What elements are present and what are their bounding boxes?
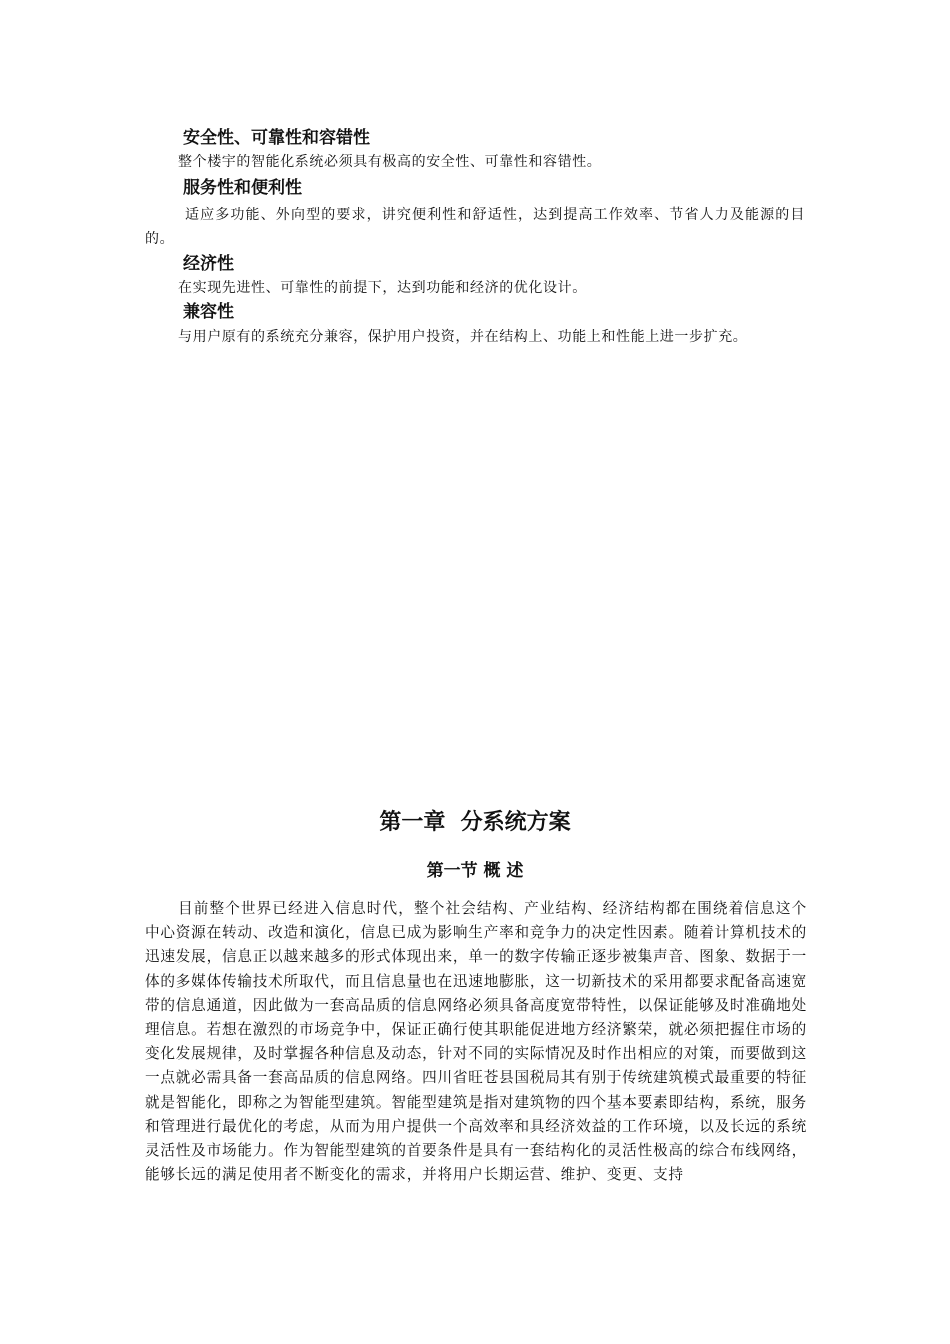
overview-body-paragraph: 目前整个世界已经进入信息时代，整个社会结构、产业结构、经济结构都在围绕着信息这个中心资源在转动、改造和演化，信息已成为影响生产率和竞争力的决定性因素。随着计算机技术的迅速发展，信息正以越来越多的形式体现出来，单一的数字传输正逐步被集声音、图象、数据于一体的多媒体传输技术所取代，而且信息量也在迅速地膨胀，这一切新技术的采用都要求配备高速宽带的信息通道，因此做为一套高品质的信息网络必须具备高度宽带特性，以保证能够及时准确地处理信息。若想在激烈的市场竞争中，保证正确行使其职能促进地方经济繁荣，就必须把握住市场的变化发展规律，及时掌握各种信息及动态，针对不同的实际情况及时作出相应的对策，而要做到这一点就必需具备一套高品质的信息网络。四川省旺苍县国税局其有别于传统建筑模式最重要的特征就是智能化，即称之为智能型建筑。智能型建筑是指对建筑物的四个基本要素即结构，系统，服务和管理进行最优化的考虑，从而为用户提供一个高效率和具经济效益的工作环境，以及长远的系统灵活性及市场能力。作为智能型建筑的首要条件是具有一套结构化的灵活性极高的综合布线网络，能够长远的满足使用者不断变化的需求，并将用户长期运营、维护、变更、支持 bbox=[145, 900, 807, 1184]
heading-compatibility: 兼容性 bbox=[183, 302, 234, 322]
section-title: 第一节 概 述 bbox=[426, 861, 524, 881]
paragraph-safety-reliability: 整个楼宇的智能化系统必须具有极高的安全性、可靠性和容错性。 bbox=[178, 154, 602, 170]
heading-safety-reliability: 安全性、可靠性和容错性 bbox=[183, 128, 370, 148]
paragraph-service-convenience: 适应多功能、外向型的要求，讲究便利性和舒适性，达到提高工作效率、节省人力及能源的目的。 bbox=[145, 207, 805, 247]
heading-economy: 经济性 bbox=[183, 254, 234, 274]
heading-service-convenience: 服务性和便利性 bbox=[183, 178, 302, 198]
paragraph-economy: 在实现先进性、可靠性的前提下，达到功能和经济的优化设计。 bbox=[178, 280, 587, 296]
paragraph-compatibility: 与用户原有的系统充分兼容，保护用户投资，并在结构上、功能上和性能上进一步扩充。 bbox=[178, 329, 748, 345]
chapter-title: 第一章 分系统方案 bbox=[379, 810, 571, 835]
